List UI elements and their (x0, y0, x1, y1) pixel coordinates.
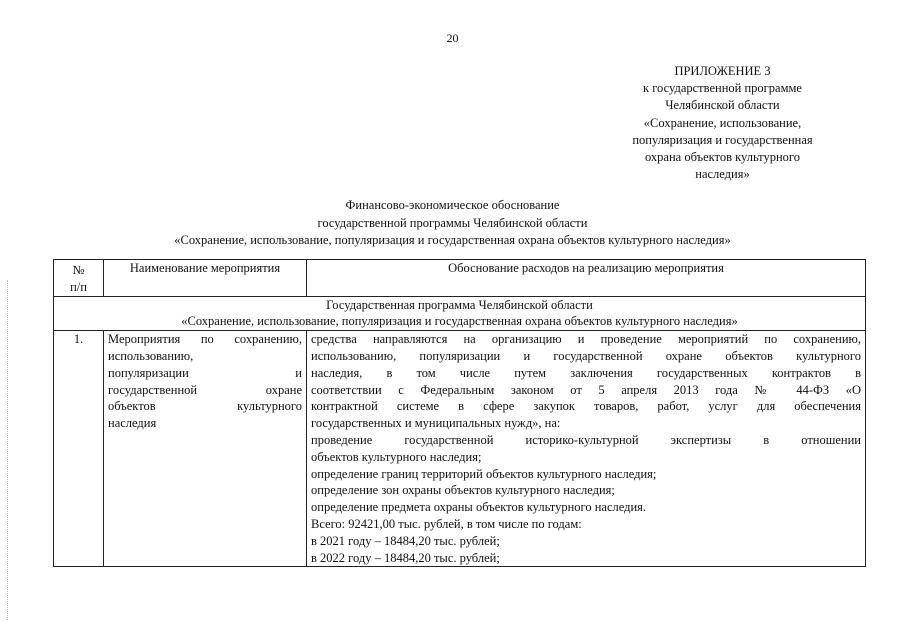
justification-line: использованию, популяризации и государственной охране объектов культурного (311, 348, 861, 363)
title-line: «Сохранение, использование, популяризация и государственная охрана объектов культурного наследия» (174, 233, 731, 247)
justification-line: наследия, в том числе путем заключения государственных контрактов в (311, 365, 861, 380)
justification-line: проведение государственной историко-культурной экспертизы в отношении (311, 432, 861, 447)
justification-line: соответствии с Федеральным законом от 5 апреля 2013 года № 44-ФЗ «О (311, 382, 861, 397)
section-line: «Сохранение, использование, популяризация и государственная охрана объектов культурного наследия» (181, 314, 738, 329)
section-row (54, 296, 866, 331)
appendix-line: к государственной программе (643, 81, 802, 96)
justification-table (53, 259, 866, 567)
justification-line: определение границ территорий объектов культурного наследия; (311, 466, 657, 481)
header-num (54, 260, 104, 297)
justification-line: определение предмета охраны объектов культурного наследия. (311, 500, 647, 515)
header-justification: Обоснование расходов на реализацию мероприятия (307, 260, 866, 297)
header-name: Наименование мероприятия (104, 260, 307, 297)
header-num-line1: № (72, 263, 85, 277)
appendix-header (590, 63, 855, 183)
justification-line: определение зон охраны объектов культурного наследия; (311, 483, 615, 498)
justification-line: государственных и муниципальных нужд», на: (311, 416, 561, 431)
page-number: 20 (446, 31, 459, 45)
title-line: Финансово-экономическое обоснование (345, 198, 560, 212)
appendix-line: популяризация и государственная (632, 132, 813, 147)
justification-line: объектов культурного наследия; (311, 449, 482, 464)
measure-name (104, 331, 307, 567)
scan-margin-dots (7, 280, 10, 620)
appendix-line: ПРИЛОЖЕНИЕ 3 (674, 64, 771, 78)
justification-line: в 2022 году – 18484,20 тыс. рублей; (311, 550, 500, 565)
justification-line: контрактной системе в сфере закупок товаров, работ, услуг для обеспечения (311, 399, 861, 414)
table-header-row (54, 260, 866, 297)
justification-line: средства направляются на организацию и проведение мероприятий по сохранению, (311, 332, 861, 347)
section-line: Государственная программа Челябинской области (326, 297, 593, 312)
measure-name-line: объектов культурного (108, 399, 302, 414)
measure-name-line: государственной охране (108, 382, 302, 397)
appendix-line: охрана объектов культурного (644, 150, 800, 165)
justification-line: в 2021 году – 18484,20 тыс. рублей; (311, 533, 500, 548)
measure-name-line: использованию, (108, 348, 194, 363)
measure-name-line: популяризации и (108, 365, 302, 380)
header-num-line2: п/п (70, 279, 87, 294)
measure-name-line: Мероприятия по сохранению, (108, 332, 302, 347)
row-number: 1. (54, 331, 104, 567)
title-line: государственной программы Челябинской области (317, 215, 588, 230)
appendix-line: «Сохранение, использование, (643, 115, 802, 130)
justification-text (307, 331, 866, 567)
appendix-line: наследия» (695, 167, 750, 182)
table-row (54, 331, 866, 567)
measure-name-line: наследия (108, 416, 157, 431)
appendix-line: Челябинской области (665, 98, 780, 113)
document-title (40, 197, 865, 250)
section-title (54, 296, 866, 331)
justification-line: Всего: 92421,00 тыс. рублей, в том числе по годам: (311, 516, 582, 531)
